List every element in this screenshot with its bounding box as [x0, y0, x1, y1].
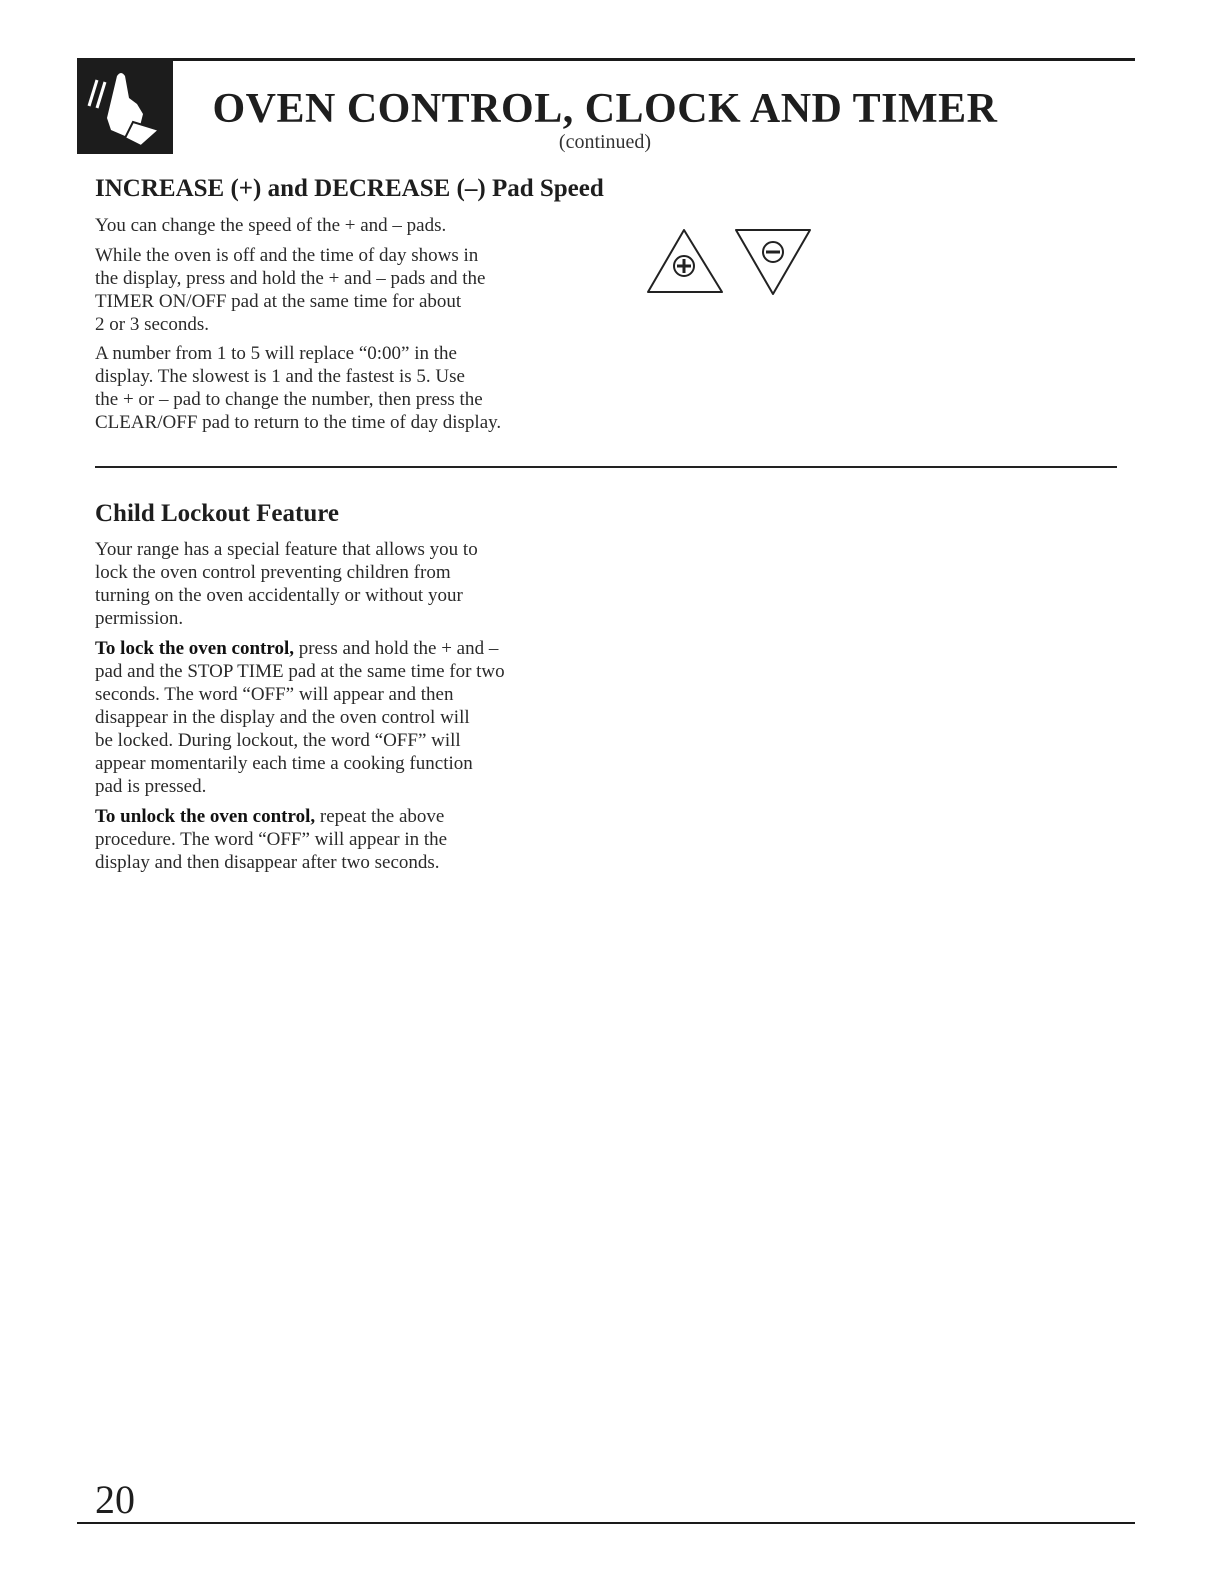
text-line: pad is pressed. — [95, 776, 207, 797]
decrease-pad-icon — [736, 230, 810, 294]
text-line — [95, 805, 585, 828]
text-line: While the oven is off and the time of day shows in — [95, 245, 479, 266]
pad-speed-instructions — [95, 244, 585, 336]
pad-icons — [646, 224, 816, 304]
text-line: 2 or 3 seconds. — [95, 314, 209, 335]
section-heading-child-lockout: Child Lockout Feature — [95, 500, 339, 527]
lock-instructions — [95, 637, 585, 798]
page-number: 20 — [95, 1477, 135, 1522]
text-line: the + or – pad to change the number, then press the — [95, 389, 483, 410]
increase-pad-icon — [648, 230, 722, 292]
text-line: A number from 1 to 5 will replace “0:00” in the — [95, 343, 457, 364]
text-line: Your range has a special feature that allows you to — [95, 539, 478, 560]
section-divider — [95, 466, 1117, 468]
unlock-first-line: repeat the above — [315, 806, 445, 827]
text-line: CLEAR/OFF pad to return to the time of day display. — [95, 412, 502, 433]
text-line: TIMER ON/OFF pad at the same time for about — [95, 291, 462, 312]
pad-speed-intro — [95, 214, 585, 237]
header-top-rule — [77, 58, 1135, 61]
unlock-label: To unlock the oven control, — [95, 806, 316, 827]
text-line: pad and the STOP TIME pad at the same time for two — [95, 661, 505, 682]
text-line: display. The slowest is 1 and the fastest is 5. Use — [95, 366, 465, 387]
page-subtitle: (continued) — [558, 131, 652, 153]
text-line: You can change the speed of the + and – pads. — [95, 215, 447, 236]
text-line: the display, press and hold the + and – pads and the — [95, 268, 486, 289]
child-lockout-intro — [95, 538, 585, 630]
text-line: lock the oven control preventing children from — [95, 562, 451, 583]
text-line: appear momentarily each time a cooking function — [95, 753, 473, 774]
text-line: disappear in the display and the oven control will — [95, 707, 470, 728]
page-title: OVEN CONTROL, CLOCK AND TIMER — [212, 86, 998, 132]
unlock-instructions — [95, 805, 585, 874]
text-line: be locked. During lockout, the word “OFF” will — [95, 730, 461, 751]
section-heading-pad-speed: INCREASE (+) and DECREASE (–) Pad Speed — [95, 175, 604, 202]
text-line: permission. — [95, 608, 184, 629]
text-line — [95, 637, 585, 660]
text-line: seconds. The word “OFF” will appear and then — [95, 684, 454, 705]
lock-label: To lock the oven control, — [95, 638, 294, 659]
footer-rule — [77, 1522, 1135, 1524]
text-line: turning on the oven accidentally or without your — [95, 585, 463, 606]
pad-speed-details — [95, 342, 585, 434]
lock-first-line: press and hold the + and – — [293, 638, 499, 659]
text-line: procedure. The word “OFF” will appear in the — [95, 829, 448, 850]
text-line: display and then disappear after two seconds. — [95, 852, 440, 873]
